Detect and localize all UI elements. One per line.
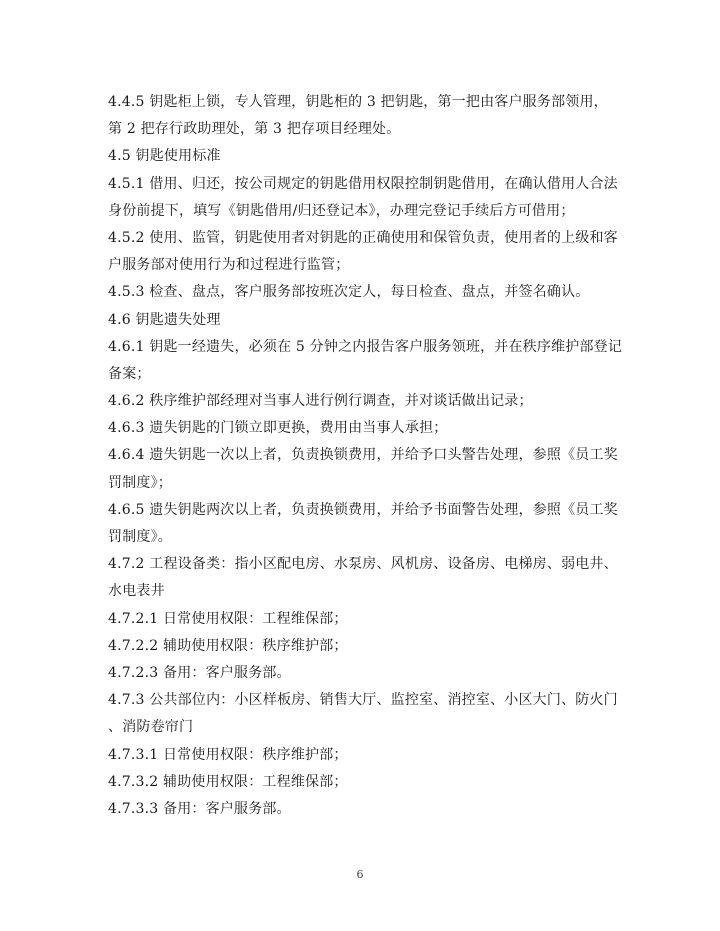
text-line: 4.7.2.3 备用：客户服务部。 (108, 664, 291, 681)
text-line: 户服务部对使用行为和过程进行监管； (108, 257, 350, 274)
text-line: 4.6.4 遗失钥匙一次以上者，负责换锁费用，并给予口头警告处理，参照《员工奖 (108, 447, 618, 464)
text-line: 备案； (108, 365, 151, 382)
text-line: 4.7.3.1 日常使用权限：秩序维护部； (108, 746, 348, 763)
text-line: 4.7.3.3 备用：客户服务部。 (108, 800, 291, 817)
section-heading: 4.5 钥匙使用标准 (108, 148, 221, 165)
text-line: 4.5.1 借用、归还，按公司规定的钥匙借用权限控制钥匙借用，在确认借用人合法 (108, 175, 618, 192)
text-line: 水电表井 (108, 583, 165, 600)
text-line: 第 2 把存行政助理处，第 3 把存项目经理处。 (108, 121, 401, 138)
text-line: 4.6.3 遗失钥匙的门锁立即更换，费用由当事人承担； (108, 420, 448, 437)
page-number: 6 (356, 868, 364, 881)
text-line: 4.7.2.1 日常使用权限：工程维保部； (108, 610, 348, 627)
document-body (108, 89, 628, 823)
text-line: 身份前提下，填写《钥匙借用/归还登记本》，办理完登记手续后方可借用； (108, 202, 575, 219)
text-line: 4.7.3 公共部位内：小区样板房、销售大厅、监控室、消控室、小区大门、防火门 (108, 692, 618, 709)
text-line: 罚制度》。 (108, 529, 172, 545)
text-line: 4.7.2.2 辅助使用权限：秩序维护部； (108, 637, 348, 654)
text-line: 4.7.2 工程设备类：指小区配电房、水泵房、风机房、设备房、电梯房、弱电井、 (108, 556, 618, 573)
text-line: 4.5.3 检查、盘点，客户服务部按班次定人，每日检查、盘点，并签名确认。 (108, 284, 590, 301)
text-line: 4.4.5 钥匙柜上锁，专人管理，钥匙柜的 3 把钥匙，第一把由客户服务部领用， (108, 94, 608, 110)
text-line: 4.7.3.2 辅助使用权限：工程维保部； (108, 773, 348, 790)
text-line: 4.6.1 钥匙一经遗失，必须在 5 分钟之内报告客户服务领班，并在秩序维护部登记 (108, 338, 623, 355)
text-line: 4.6.5 遗失钥匙两次以上者，负责换锁费用，并给予书面警告处理，参照《员工奖 (108, 501, 618, 518)
text-line: 4.5.2 使用、监管，钥匙使用者对钥匙的正确使用和保管负责，使用者的上级和客 (108, 229, 618, 246)
text-line: 罚制度》； (108, 474, 172, 491)
text-line: 4.6.2 秩序维护部经理对当事人进行例行调查，并对谈话做出记录； (108, 393, 533, 410)
text-line: 、消防卷帘门 (108, 719, 194, 736)
section-heading: 4.6 钥匙遗失处理 (108, 311, 221, 328)
